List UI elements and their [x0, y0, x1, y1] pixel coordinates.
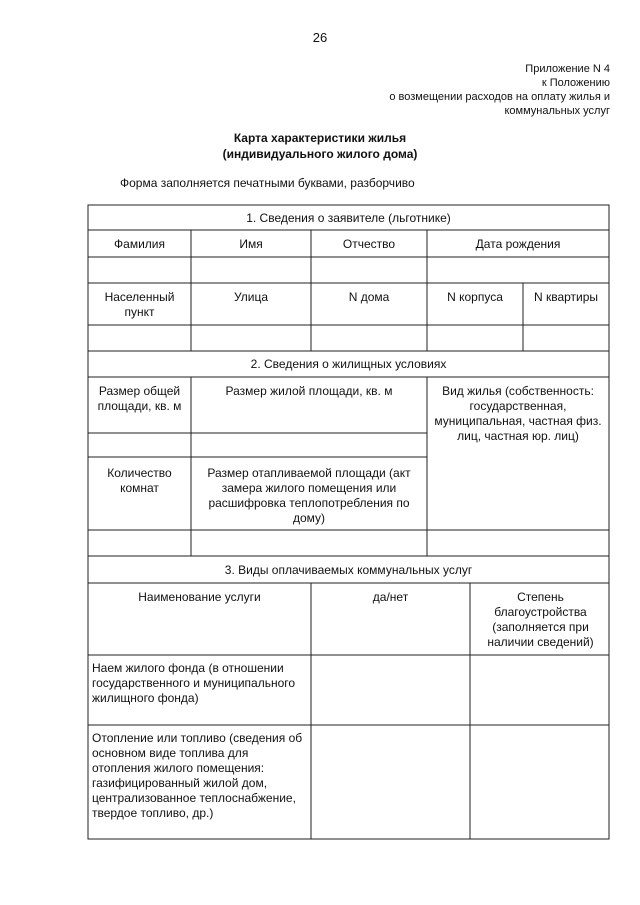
appendix-line-2: к Положению	[541, 77, 610, 89]
col-patronymic: Отчество	[342, 237, 396, 251]
col-service: Наименование услуги	[138, 590, 261, 604]
appendix-line-4: коммунальных услуг	[504, 105, 610, 117]
col-improvement-level: Степень благоустройства (заполняется при наличии сведений)	[487, 590, 594, 649]
col-surname: Фамилия	[114, 237, 165, 251]
service-row-heating: Отопление или топливо (сведения об основном виде топлива для отопления жилого помещения: газифицированный жилой дом, централизованное теплоснабжение, твердое топливо, др.)	[92, 731, 303, 820]
page-number: 26	[312, 30, 328, 45]
col-birthdate: Дата рождения	[475, 237, 561, 251]
appendix-line-3: о возмещении расходов на оплату жилья и	[389, 91, 610, 103]
title-line-2: (индивидуального жилого дома)	[222, 147, 418, 161]
col-locality: Населенный пункт	[104, 290, 175, 319]
form-instruction: Форма заполняется печатными буквами, разборчиво	[120, 176, 415, 190]
col-street: Улица	[233, 290, 269, 304]
service-row-rent: Наем жилого фонда (в отношении государственного и муниципального жилищного фонда)	[92, 661, 296, 705]
col-name: Имя	[239, 237, 263, 251]
title-line-1: Карта характеристики жилья	[233, 131, 407, 145]
col-house: N дома	[348, 290, 390, 304]
section1-heading: 1. Сведения о заявителе (льготнике)	[246, 211, 451, 225]
section3-heading: 3. Виды оплачиваемых коммунальных услуг	[224, 563, 473, 577]
living-area-label: Размер жилой площади, кв. м	[225, 384, 393, 398]
col-building: N корпуса	[447, 290, 503, 304]
total-area-label: Размер общей площади, кв. м	[97, 384, 182, 413]
appendix-line-1: Приложение N 4	[525, 63, 610, 75]
housing-type-label: Вид жилья (собственность: государственная, муниципальная, частная физ. лиц, частная юр. лиц)	[434, 384, 602, 443]
rooms-label: Количество комнат	[107, 466, 172, 495]
section2-heading: 2. Сведения о жилищных условиях	[250, 357, 447, 371]
heated-area-label: Размер отапливаемой площади (акт замера жилого помещения или расшифровка теплопотребления по дому)	[207, 466, 411, 525]
col-apartment: N квартиры	[533, 290, 599, 304]
col-yes-no: да/нет	[372, 590, 409, 604]
